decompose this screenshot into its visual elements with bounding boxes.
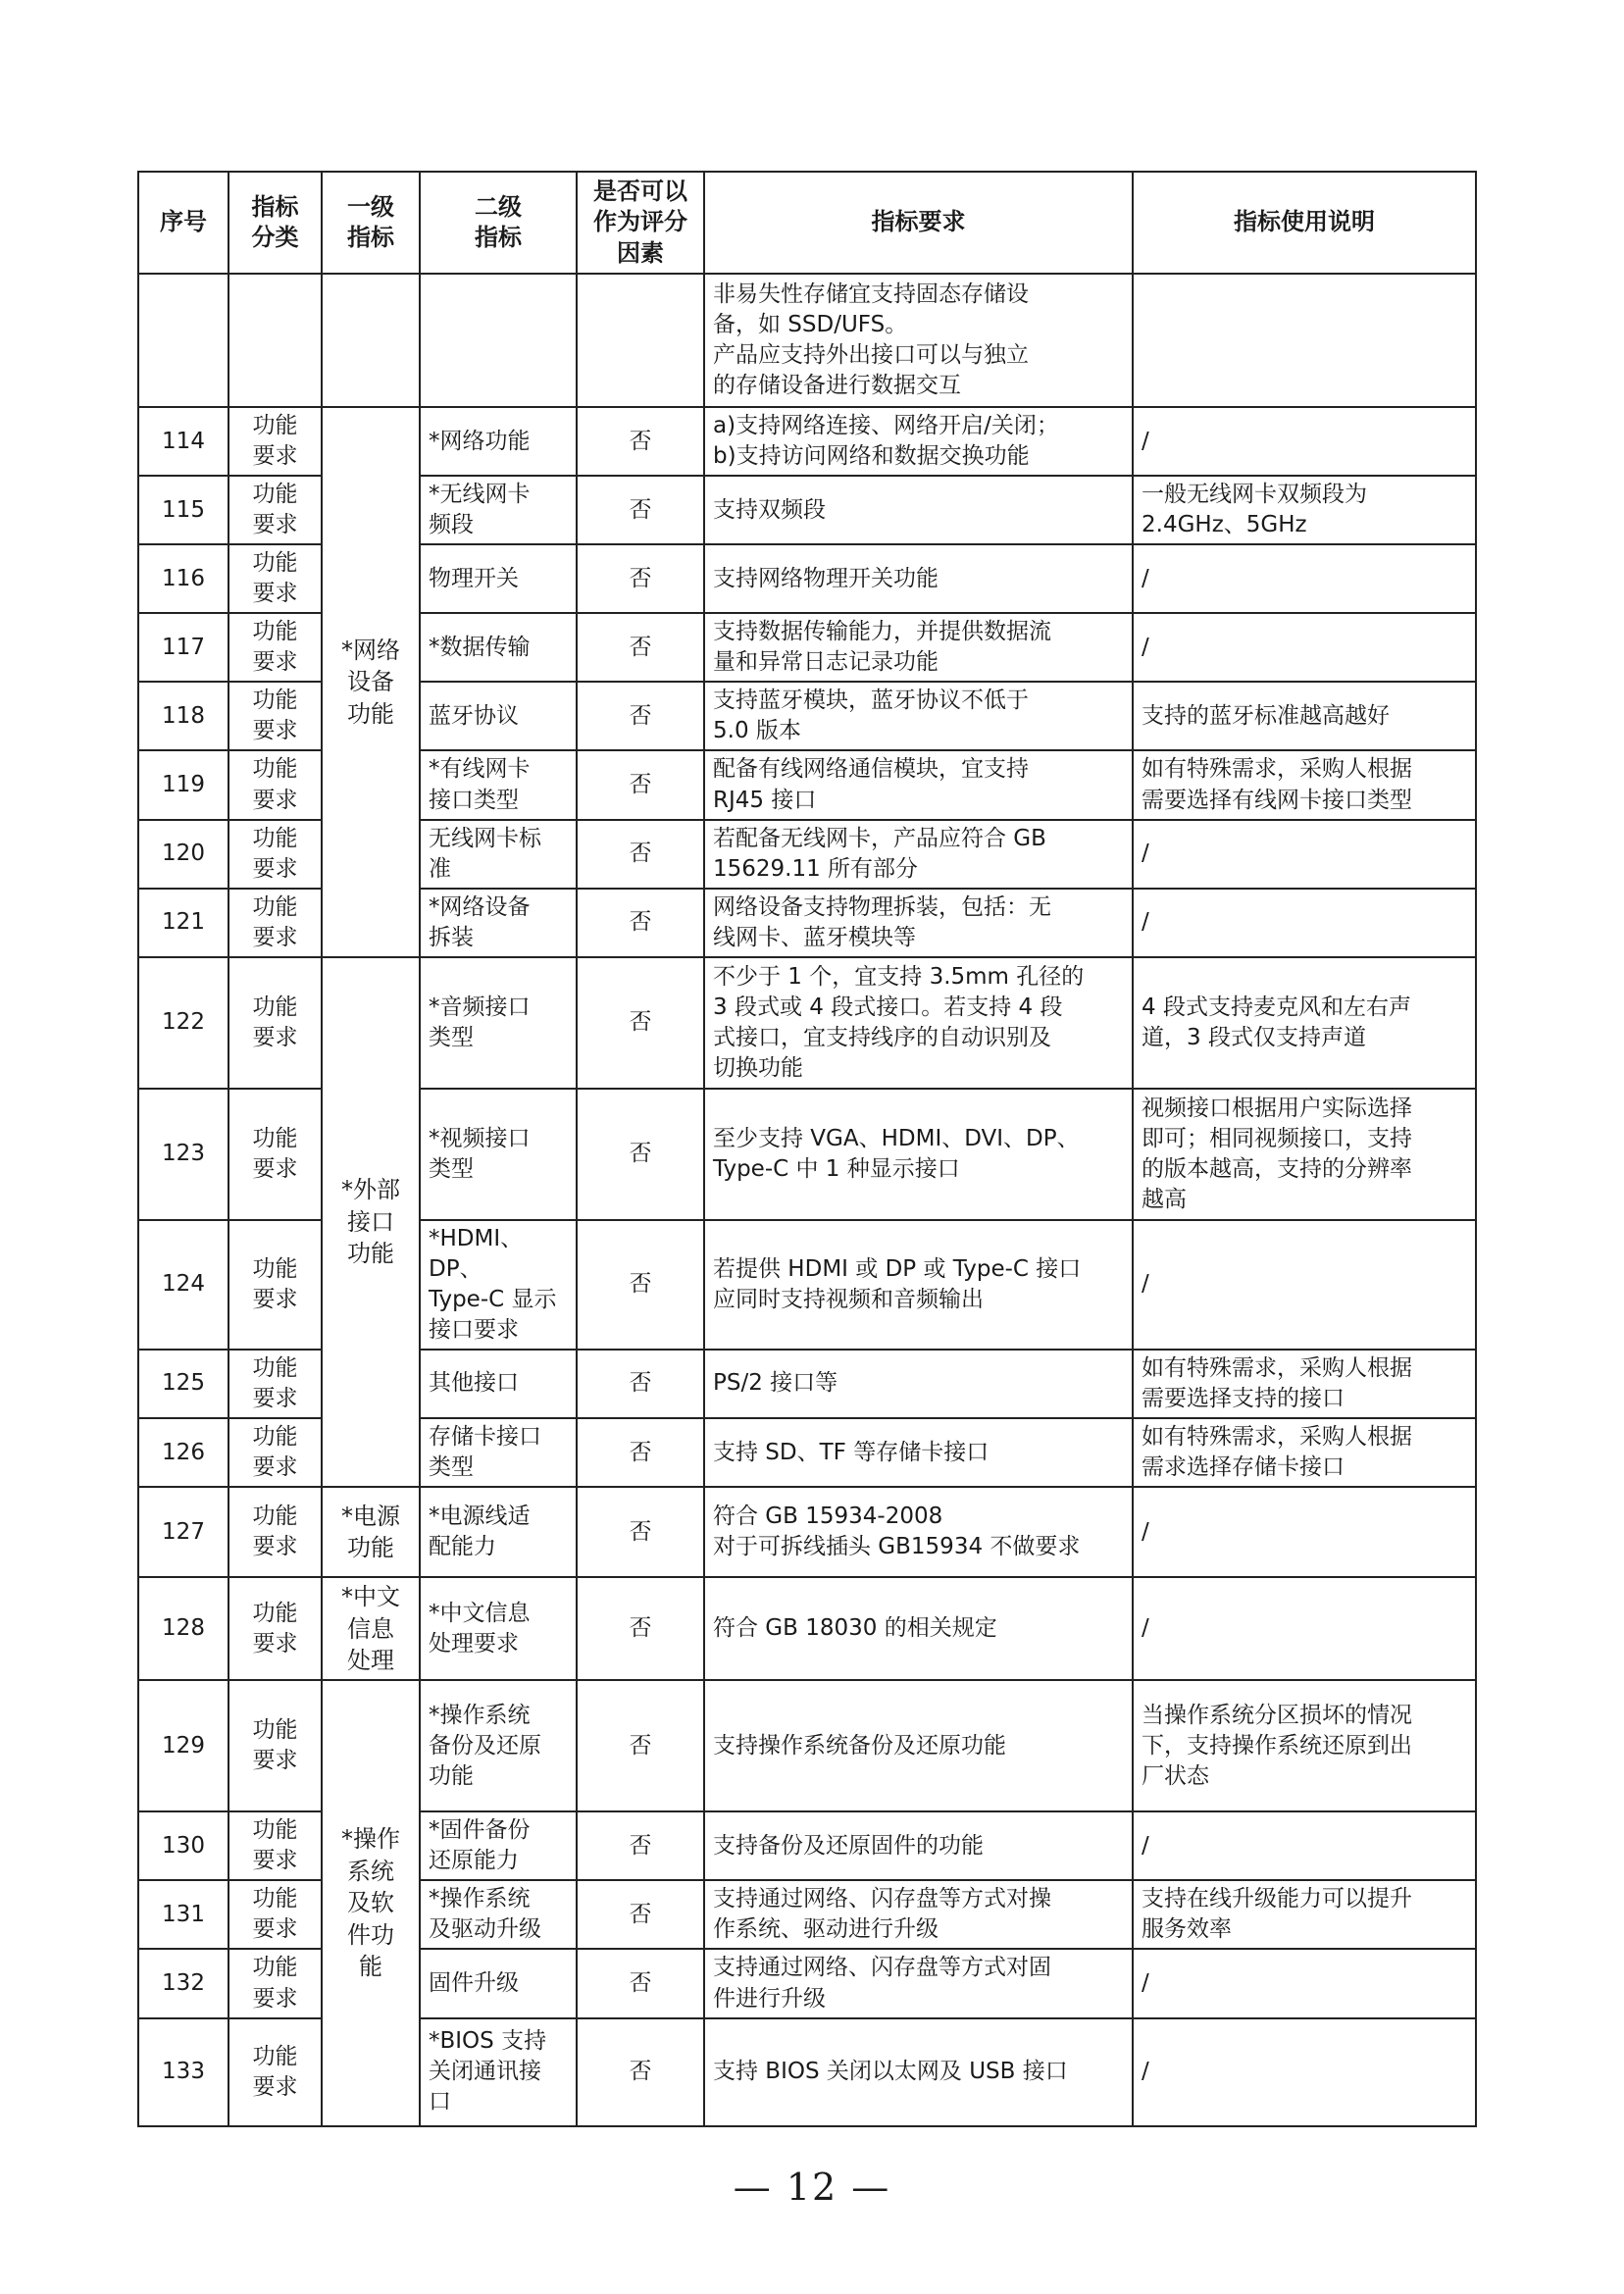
cell-requirement: 支持蓝牙模块，蓝牙协议不低于 5.0 版本 — [704, 682, 1133, 750]
cell-level1-power: *电源 功能 — [322, 1487, 420, 1577]
header-seq: 序号 — [138, 172, 228, 274]
cell-level2: *BIOS 支持 关闭通讯接 口 — [420, 2018, 577, 2126]
cell-level2: *音频接口 类型 — [420, 957, 577, 1089]
header-scoring: 是否可以 作为评分 因素 — [577, 172, 704, 274]
cell-level2: 存储卡接口 类型 — [420, 1418, 577, 1487]
cell-seq: 132 — [138, 1949, 228, 2017]
cell-requirement: 若提供 HDMI 或 DP 或 Type-C 接口 应同时支持视频和音频输出 — [704, 1220, 1133, 1350]
cell-category: 功能 要求 — [228, 1949, 322, 2017]
cell-requirement: 至少支持 VGA、HDMI、DVI、DP、 Type-C 中 1 种显示接口 — [704, 1089, 1133, 1220]
cell-usage-note: / — [1133, 1220, 1476, 1350]
cell-seq: 115 — [138, 476, 228, 544]
cell-category: 功能 要求 — [228, 750, 322, 819]
cell-scoring: 否 — [577, 1089, 704, 1220]
cell-scoring: 否 — [577, 1811, 704, 1880]
cell-level2: *HDMI、DP、 Type-C 显示 接口要求 — [420, 1220, 577, 1350]
cell-scoring: 否 — [577, 750, 704, 819]
cell-scoring: 否 — [577, 1680, 704, 1811]
cell-level2: 无线网卡标 准 — [420, 820, 577, 889]
cell-scoring: 否 — [577, 889, 704, 957]
header-level2: 二级 指标 — [420, 172, 577, 274]
cell-scoring: 否 — [577, 2018, 704, 2126]
cell-usage-note: / — [1133, 1487, 1476, 1577]
cell-scoring: 否 — [577, 957, 704, 1089]
cell-category: 功能 要求 — [228, 1350, 322, 1418]
cell-scoring: 否 — [577, 682, 704, 750]
cell-requirement: 非易失性存储宜支持固态存储设 备，如 SSD/UFS。 产品应支持外出接口可以与独立 的存储设备进行数据交互 — [704, 274, 1133, 407]
cell-scoring: 否 — [577, 1577, 704, 1680]
cell-level1-os: *操作 系统 及软 件功 能 — [322, 1680, 420, 2125]
cell-category: 功能 要求 — [228, 1220, 322, 1350]
cell-scoring: 否 — [577, 820, 704, 889]
cell-category — [228, 274, 322, 407]
cell-usage-note: 如有特殊需求，采购人根据 需要选择有线网卡接口类型 — [1133, 750, 1476, 819]
header-requirement: 指标要求 — [704, 172, 1133, 274]
cell-level2: *有线网卡 接口类型 — [420, 750, 577, 819]
cell-requirement: 支持网络物理开关功能 — [704, 544, 1133, 613]
cell-scoring: 否 — [577, 613, 704, 682]
cell-level2: 固件升级 — [420, 1949, 577, 2017]
cell-requirement: 支持数据传输能力，并提供数据流 量和异常日志记录功能 — [704, 613, 1133, 682]
cell-category: 功能 要求 — [228, 1880, 322, 1949]
cell-scoring — [577, 274, 704, 407]
cell-seq: 119 — [138, 750, 228, 819]
cell-category: 功能 要求 — [228, 1680, 322, 1811]
cell-level2: *固件备份 还原能力 — [420, 1811, 577, 1880]
cell-seq: 121 — [138, 889, 228, 957]
cell-requirement: 网络设备支持物理拆装，包括：无 线网卡、蓝牙模块等 — [704, 889, 1133, 957]
table-row — [138, 1577, 1476, 1680]
cell-level2: 其他接口 — [420, 1350, 577, 1418]
header-category: 指标 分类 — [228, 172, 322, 274]
cell-requirement: 支持 SD、TF 等存储卡接口 — [704, 1418, 1133, 1487]
cell-requirement: 若配备无线网卡，产品应符合 GB 15629.11 所有部分 — [704, 820, 1133, 889]
cell-level2: *数据传输 — [420, 613, 577, 682]
cell-seq: 133 — [138, 2018, 228, 2126]
cell-level2: *无线网卡 频段 — [420, 476, 577, 544]
cell-requirement: 不少于 1 个，宜支持 3.5mm 孔径的 3 段式或 4 段式接口。若支持 4 段 式接口，宜支持线序的自动识别及 切换功能 — [704, 957, 1133, 1089]
cell-seq: 114 — [138, 407, 228, 476]
cell-usage-note: / — [1133, 1577, 1476, 1680]
cell-level2: *操作系统 及驱动升级 — [420, 1880, 577, 1949]
cell-category: 功能 要求 — [228, 1577, 322, 1680]
cell-scoring: 否 — [577, 476, 704, 544]
cell-category: 功能 要求 — [228, 820, 322, 889]
table-row — [138, 1487, 1476, 1577]
cell-seq: 129 — [138, 1680, 228, 1811]
cell-requirement: 配备有线网络通信模块，宜支持 RJ45 接口 — [704, 750, 1133, 819]
cell-requirement: 支持通过网络、闪存盘等方式对操 作系统、驱动进行升级 — [704, 1880, 1133, 1949]
cell-category: 功能 要求 — [228, 1487, 322, 1577]
cell-scoring: 否 — [577, 1949, 704, 2017]
cell-seq: 126 — [138, 1418, 228, 1487]
cell-usage-note: / — [1133, 2018, 1476, 2126]
table-body — [138, 274, 1476, 2126]
cell-usage-note: 当操作系统分区损坏的情况 下，支持操作系统还原到出 厂状态 — [1133, 1680, 1476, 1811]
cell-requirement: 支持双频段 — [704, 476, 1133, 544]
table-row — [138, 407, 1476, 476]
cell-category: 功能 要求 — [228, 476, 322, 544]
cell-usage-note: / — [1133, 820, 1476, 889]
cell-level2: *视频接口 类型 — [420, 1089, 577, 1220]
cell-seq: 127 — [138, 1487, 228, 1577]
header-level1: 一级 指标 — [322, 172, 420, 274]
cell-usage-note: 支持在线升级能力可以提升 服务效率 — [1133, 1880, 1476, 1949]
cell-requirement: 支持 BIOS 关闭以太网及 USB 接口 — [704, 2018, 1133, 2126]
cell-seq: 125 — [138, 1350, 228, 1418]
cell-seq: 118 — [138, 682, 228, 750]
cell-level2: *中文信息 处理要求 — [420, 1577, 577, 1680]
cell-usage-note — [1133, 274, 1476, 407]
cell-level2: *电源线适 配能力 — [420, 1487, 577, 1577]
cell-level1-external: *外部 接口 功能 — [322, 957, 420, 1487]
cell-seq: 124 — [138, 1220, 228, 1350]
cell-scoring: 否 — [577, 1220, 704, 1350]
cell-level2: *网络功能 — [420, 407, 577, 476]
cell-level2: 物理开关 — [420, 544, 577, 613]
cell-usage-note: / — [1133, 889, 1476, 957]
cell-category: 功能 要求 — [228, 1418, 322, 1487]
cell-seq: 117 — [138, 613, 228, 682]
cell-category: 功能 要求 — [228, 957, 322, 1089]
cell-usage-note: 支持的蓝牙标准越高越好 — [1133, 682, 1476, 750]
cell-requirement: 支持备份及还原固件的功能 — [704, 1811, 1133, 1880]
cell-seq: 123 — [138, 1089, 228, 1220]
cell-seq: 131 — [138, 1880, 228, 1949]
table-row — [138, 957, 1476, 1089]
cell-level2 — [420, 274, 577, 407]
cell-category: 功能 要求 — [228, 1089, 322, 1220]
cell-scoring: 否 — [577, 1418, 704, 1487]
cell-usage-note: 如有特殊需求，采购人根据 需要选择支持的接口 — [1133, 1350, 1476, 1418]
table-header-row — [138, 172, 1476, 274]
cell-seq: 128 — [138, 1577, 228, 1680]
cell-usage-note: / — [1133, 613, 1476, 682]
cell-level2: *操作系统 备份及还原 功能 — [420, 1680, 577, 1811]
cell-usage-note: / — [1133, 1949, 1476, 2017]
cell-level2: *网络设备 拆装 — [420, 889, 577, 957]
cell-scoring: 否 — [577, 544, 704, 613]
cell-category: 功能 要求 — [228, 1811, 322, 1880]
cell-level1-chinese: *中文 信息 处理 — [322, 1577, 420, 1680]
cell-category: 功能 要求 — [228, 407, 322, 476]
cell-usage-note: / — [1133, 544, 1476, 613]
cell-requirement: 符合 GB 18030 的相关规定 — [704, 1577, 1133, 1680]
spec-table — [137, 171, 1477, 2127]
page-number: — 12 — — [733, 2166, 891, 2209]
cell-scoring: 否 — [577, 1880, 704, 1949]
cell-seq: 120 — [138, 820, 228, 889]
cell-level1 — [322, 274, 420, 407]
cell-category: 功能 要求 — [228, 613, 322, 682]
cell-scoring: 否 — [577, 1487, 704, 1577]
cell-seq: 122 — [138, 957, 228, 1089]
cell-usage-note: 4 段式支持麦克风和左右声 道，3 段式仅支持声道 — [1133, 957, 1476, 1089]
cell-usage-note: / — [1133, 1811, 1476, 1880]
cell-requirement: 支持通过网络、闪存盘等方式对固 件进行升级 — [704, 1949, 1133, 2017]
cell-level2: 蓝牙协议 — [420, 682, 577, 750]
cell-scoring: 否 — [577, 1350, 704, 1418]
cell-requirement: PS/2 接口等 — [704, 1350, 1133, 1418]
cell-usage-note: 如有特殊需求，采购人根据 需求选择存储卡接口 — [1133, 1418, 1476, 1487]
cell-seq — [138, 274, 228, 407]
table-row — [138, 274, 1476, 407]
cell-requirement: a)支持网络连接、网络开启/关闭； b)支持访问网络和数据交换功能 — [704, 407, 1133, 476]
cell-seq: 116 — [138, 544, 228, 613]
header-usage-note: 指标使用说明 — [1133, 172, 1476, 274]
cell-usage-note: 一般无线网卡双频段为 2.4GHz、5GHz — [1133, 476, 1476, 544]
cell-usage-note: / — [1133, 407, 1476, 476]
cell-seq: 130 — [138, 1811, 228, 1880]
cell-category: 功能 要求 — [228, 889, 322, 957]
cell-level1-network: *网络 设备 功能 — [322, 407, 420, 957]
cell-usage-note: 视频接口根据用户实际选择 即可；相同视频接口，支持 的版本越高，支持的分辨率 越高 — [1133, 1089, 1476, 1220]
cell-category: 功能 要求 — [228, 682, 322, 750]
cell-category: 功能 要求 — [228, 2018, 322, 2126]
table-row — [138, 1680, 1476, 1811]
cell-requirement: 支持操作系统备份及还原功能 — [704, 1680, 1133, 1811]
cell-category: 功能 要求 — [228, 544, 322, 613]
cell-requirement: 符合 GB 15934-2008 对于可拆线插头 GB15934 不做要求 — [704, 1487, 1133, 1577]
cell-scoring: 否 — [577, 407, 704, 476]
